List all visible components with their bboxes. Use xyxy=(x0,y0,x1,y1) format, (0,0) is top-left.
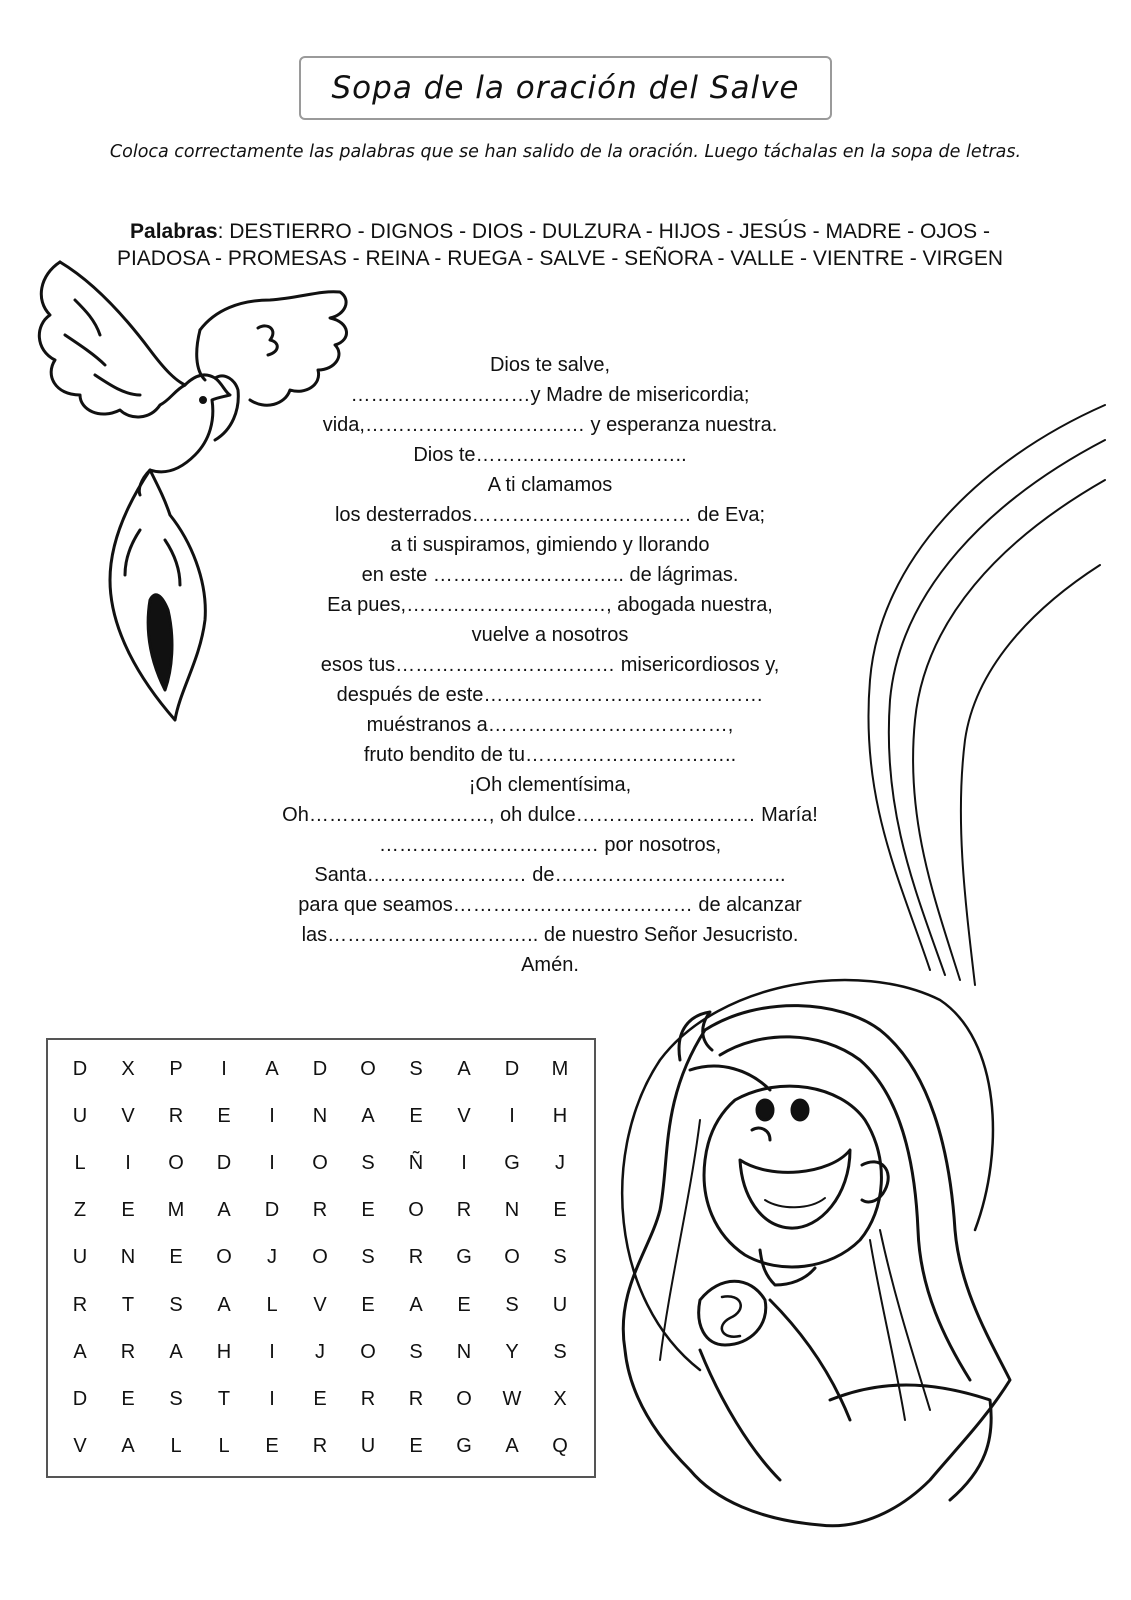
prayer-line: las………………………….. de nuestro Señor Jesucristo. xyxy=(301,924,799,946)
prayer-line: …………………………… por nosotros, xyxy=(378,834,722,856)
grid-cell[interactable]: O xyxy=(312,1246,328,1269)
grid-cell[interactable]: I xyxy=(269,1105,275,1128)
grid-cell[interactable]: J xyxy=(555,1152,565,1175)
grid-cell[interactable]: V xyxy=(73,1434,87,1457)
word-list-line-1: DESTIERRO - DIGNOS - DIOS - DULZURA - HIJOS - JESÚS - MADRE - OJOS - xyxy=(229,220,990,243)
grid-cell[interactable]: E xyxy=(409,1434,423,1457)
grid-cell[interactable]: A xyxy=(457,1058,471,1081)
word-list-line-2: PIADOSA - PROMESAS - REINA - RUEGA - SALVE - SEÑORA - VALLE - VIENTRE - VIRGEN xyxy=(116,247,1004,270)
grid-cell[interactable]: J xyxy=(315,1340,325,1363)
prayer-line: después de este…………………………………… xyxy=(336,684,764,706)
grid-cell[interactable]: E xyxy=(457,1293,471,1316)
light-rays-decoration xyxy=(868,405,1105,985)
grid-cell[interactable]: D xyxy=(264,1199,280,1222)
grid-cell[interactable]: A xyxy=(73,1340,87,1363)
grid-cell[interactable]: E xyxy=(265,1434,279,1457)
grid-cell[interactable]: U xyxy=(72,1105,88,1128)
grid-cell[interactable]: A xyxy=(505,1434,519,1457)
grid-cell[interactable]: E xyxy=(121,1387,135,1410)
grid-cell[interactable]: J xyxy=(267,1246,277,1269)
prayer-line: vuelve a nosotros xyxy=(471,624,629,646)
grid-cell[interactable]: O xyxy=(408,1199,424,1222)
word-list-label: Palabras xyxy=(130,220,218,243)
grid-cell[interactable]: R xyxy=(408,1246,424,1269)
grid-cell[interactable]: R xyxy=(168,1105,184,1128)
grid-cell[interactable]: N xyxy=(456,1340,472,1363)
grid-cell[interactable]: N xyxy=(504,1199,520,1222)
grid-cell[interactable]: R xyxy=(312,1434,328,1457)
grid-cell[interactable]: O xyxy=(312,1152,328,1175)
grid-cell[interactable]: I xyxy=(269,1152,275,1175)
grid-cell[interactable]: A xyxy=(265,1058,279,1081)
grid-cell[interactable]: R xyxy=(456,1199,472,1222)
grid-cell[interactable]: X xyxy=(553,1387,567,1410)
grid-cell[interactable]: I xyxy=(125,1152,131,1175)
grid-cell[interactable]: E xyxy=(217,1105,231,1128)
grid-cell[interactable]: X xyxy=(121,1058,135,1081)
grid-cell[interactable]: N xyxy=(312,1105,328,1128)
word-list: Palabras: DESTIERRO - DIGNOS - DIOS - DULZURA - HIJOS - JESÚS - MADRE - OJOS - PIADOSA - PROMESAS - REINA - RUEGA - SALVE - SEÑORA - VALLE - VIENTRE - VIRGEN xyxy=(60,218,1060,272)
prayer-line: muéstranos a………………………………, xyxy=(366,714,734,736)
prayer-line: a ti suspiramos, gimiendo y llorando xyxy=(390,534,710,556)
grid-cell[interactable]: A xyxy=(409,1293,423,1316)
grid-cell[interactable]: Q xyxy=(552,1434,568,1457)
grid-cell[interactable]: I xyxy=(461,1152,467,1175)
grid-cell[interactable]: E xyxy=(553,1199,567,1222)
grid-cell[interactable]: S xyxy=(169,1387,183,1410)
instructions-text: Coloca correctamente las palabras que se han salido de la oración. Luego táchalas en la sopa de letras. xyxy=(109,142,1022,162)
grid-cell[interactable]: R xyxy=(120,1340,136,1363)
grid-cell[interactable]: E xyxy=(313,1387,327,1410)
grid-cell[interactable]: L xyxy=(266,1293,278,1316)
grid-cell[interactable]: H xyxy=(216,1340,232,1363)
grid-cell[interactable]: G xyxy=(504,1152,520,1175)
grid-cell[interactable]: L xyxy=(218,1434,230,1457)
grid-cell[interactable]: G xyxy=(456,1246,472,1269)
grid-cell[interactable]: I xyxy=(221,1058,227,1081)
grid-cell[interactable]: A xyxy=(361,1105,375,1128)
prayer-line: ………………………y Madre de misericordia; xyxy=(350,384,750,406)
grid-cell[interactable]: P xyxy=(169,1058,183,1081)
prayer-line: Santa…………………… de…………………………….. xyxy=(314,864,786,886)
grid-cell[interactable]: S xyxy=(505,1293,519,1316)
grid-cell[interactable]: O xyxy=(168,1152,184,1175)
dove-with-flame-icon xyxy=(39,262,346,720)
grid-cell[interactable]: H xyxy=(552,1105,568,1128)
prayer-line: Dios te………………………….. xyxy=(413,444,687,466)
grid-cell[interactable]: R xyxy=(360,1387,376,1410)
grid-cell[interactable]: E xyxy=(361,1199,375,1222)
grid-cell[interactable]: N xyxy=(120,1246,136,1269)
grid-cell[interactable]: T xyxy=(217,1387,231,1410)
grid-cell[interactable]: O xyxy=(360,1058,376,1081)
prayer-line: Oh………………………, oh dulce……………………… María! xyxy=(282,804,818,826)
page-title: Sopa de la oración del Salve xyxy=(299,56,832,120)
grid-cell[interactable]: S xyxy=(361,1246,375,1269)
grid-cell[interactable]: Ñ xyxy=(408,1152,424,1175)
grid-cell[interactable]: E xyxy=(121,1199,135,1222)
grid-cell[interactable]: L xyxy=(74,1152,86,1175)
prayer-line: vida,…………………………… y esperanza nuestra. xyxy=(322,414,778,436)
virgin-mary-illustration xyxy=(622,980,1010,1526)
grid-cell[interactable]: O xyxy=(216,1246,232,1269)
grid-cell[interactable]: S xyxy=(409,1058,423,1081)
prayer-line: A ti clamamos xyxy=(487,474,613,496)
grid-cell[interactable]: R xyxy=(312,1199,328,1222)
grid-cell[interactable]: E xyxy=(361,1293,375,1316)
prayer-line: para que seamos……………………………… de alcanzar xyxy=(298,894,802,916)
grid-cell[interactable]: A xyxy=(217,1293,231,1316)
grid-cell[interactable]: S xyxy=(361,1152,375,1175)
prayer-line: en este ……………………….. de lágrimas. xyxy=(361,564,739,586)
grid-cell[interactable]: A xyxy=(121,1434,135,1457)
prayer-line: esos tus…………………………… misericordiosos y, xyxy=(320,654,780,676)
grid-cell[interactable]: O xyxy=(360,1340,376,1363)
grid-cell[interactable]: O xyxy=(456,1387,472,1410)
grid-cell[interactable]: A xyxy=(169,1340,183,1363)
grid-cell[interactable]: E xyxy=(169,1246,183,1269)
prayer-line: Dios te salve, xyxy=(489,354,611,376)
grid-cell[interactable]: D xyxy=(504,1058,520,1081)
prayer-line: ¡Oh clementísima, xyxy=(468,774,632,796)
grid-cell[interactable]: Y xyxy=(505,1340,519,1363)
grid-cell[interactable]: E xyxy=(409,1105,423,1128)
grid-cell[interactable]: W xyxy=(502,1387,522,1410)
grid-cell[interactable]: T xyxy=(121,1293,135,1316)
grid-cell[interactable]: S xyxy=(553,1340,567,1363)
prayer-line: Amén. xyxy=(521,954,579,976)
grid-cell[interactable]: I xyxy=(269,1387,275,1410)
grid-cell[interactable]: D xyxy=(72,1387,88,1410)
grid-cell[interactable]: U xyxy=(360,1434,376,1457)
grid-cell[interactable]: V xyxy=(121,1105,135,1128)
grid-cell[interactable]: V xyxy=(313,1293,327,1316)
grid-cell[interactable]: U xyxy=(72,1246,88,1269)
grid-cell[interactable]: S xyxy=(169,1293,183,1316)
grid-cell[interactable]: D xyxy=(216,1152,232,1175)
grid-cell[interactable]: R xyxy=(72,1293,88,1316)
prayer-line: Ea pues,…………………………, abogada nuestra, xyxy=(327,594,773,616)
grid-cell[interactable]: I xyxy=(509,1105,515,1128)
grid-cell[interactable]: M xyxy=(551,1058,569,1081)
grid-cell[interactable]: V xyxy=(457,1105,471,1128)
grid-cell[interactable]: A xyxy=(217,1199,231,1222)
grid-cell[interactable]: S xyxy=(553,1246,567,1269)
grid-cell[interactable]: M xyxy=(167,1199,185,1222)
prayer-line: fruto bendito de tu………………………….. xyxy=(363,744,737,766)
grid-cell[interactable]: I xyxy=(269,1340,275,1363)
prayer-line: los desterrados…………………………… de Eva; xyxy=(334,504,766,526)
grid-cell[interactable]: G xyxy=(456,1434,472,1457)
grid-cell[interactable]: L xyxy=(170,1434,182,1457)
grid-cell[interactable]: R xyxy=(408,1387,424,1410)
grid-cell[interactable]: Z xyxy=(73,1199,87,1222)
grid-cell[interactable]: D xyxy=(72,1058,88,1081)
grid-cell[interactable]: U xyxy=(552,1293,568,1316)
grid-cell[interactable]: O xyxy=(504,1246,520,1269)
grid-cell[interactable]: D xyxy=(312,1058,328,1081)
grid-cell[interactable]: S xyxy=(409,1340,423,1363)
